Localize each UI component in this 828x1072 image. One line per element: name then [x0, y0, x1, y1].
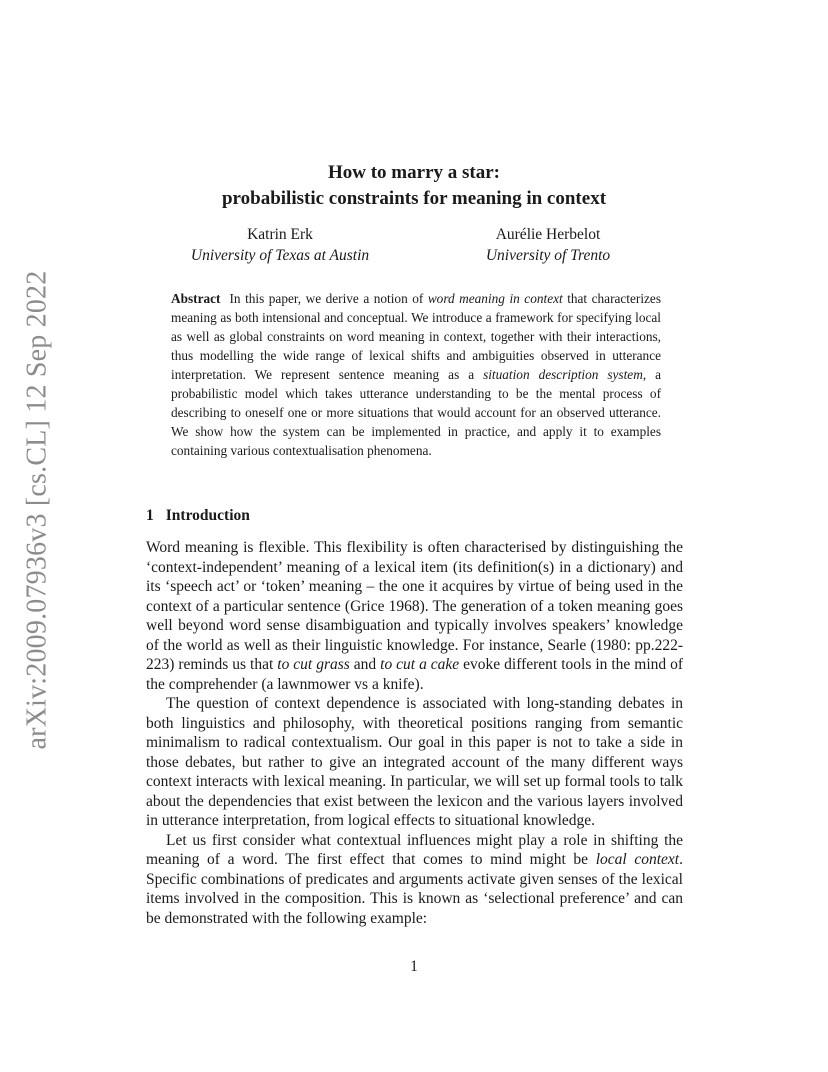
- section-heading: [146, 507, 250, 525]
- body-text: [146, 538, 683, 928]
- arxiv-identifier: arXiv:2009.07936v3 [cs.CL] 12 Sep 2022: [21, 270, 53, 750]
- abstract-text: In this paper, we derive a notion of: [229, 291, 428, 306]
- paragraph-2: The question of context dependence is associated with long-standing debates in both linguistics and philosophy, with theoretical positions ranging from semantic minimalism to radical contextualism. Our goal in this paper is not to take a side in those debates, but rather to give an integrated account of the many different ways context interacts with lexical meaning. In particular, we will set up formal tools to talk about the dependencies that exist between the lexicon and the various layers involved in utterance interpretation, from logical effects to situational knowledge.: [146, 695, 683, 829]
- author-name: Katrin Erk: [247, 226, 313, 243]
- author-block-2: [418, 224, 678, 266]
- abstract-emphasis: word meaning in context: [427, 291, 563, 306]
- abstract-text: , a probabilistic model which takes utterance understanding to be the mental process of describing to oneself one or more situations that would account for an observed utterance. We show how the system can be implemented in practice, and apply it to examples containing various contextualisation phenomena.: [171, 367, 661, 458]
- author-affiliation: University of Trento: [485, 247, 611, 264]
- author-block-1: [150, 224, 410, 266]
- paragraph-emphasis: to cut grass: [277, 656, 350, 673]
- abstract: [171, 289, 661, 460]
- arxiv-watermark: [14, 270, 60, 750]
- abstract-text: that characterizes meaning as both intensional and conceptual. We introduce a framework for specifying local as well as global constraints on word meaning in context, together with their interactions, thus modelling the wide range of lexical shifts and ambiguities observed in utterance interpretation. We represent sentence meaning as a: [171, 291, 662, 382]
- paragraph-emphasis: local context: [595, 851, 680, 868]
- paragraph-emphasis: to cut a cake: [380, 656, 460, 673]
- paragraph-text: Let us first consider what contextual influences might play a role in shifting the meaning of a word. The first effect that comes to mind might be: [146, 831, 683, 868]
- section-title: Introduction: [165, 507, 250, 524]
- paper-title-line-2: probabilistic constraints for meaning in context: [221, 188, 607, 209]
- paragraph-1: [146, 538, 683, 694]
- author-affiliation: University of Texas at Austin: [190, 247, 370, 264]
- paragraph-text: . Specific combinations of predicates and arguments activate given senses of the lexical items involved in the composition. This is known as ‘selectional preference’ and can be demonstrated with the following example:: [146, 851, 683, 927]
- abstract-emphasis: situation description system: [483, 367, 643, 382]
- abstract-label: Abstract: [171, 291, 221, 306]
- paragraph-text: and: [349, 656, 381, 673]
- section-number: 1: [146, 507, 154, 524]
- paragraph-text: evoke different tools in the mind of the comprehender (a lawnmower vs a knife).: [146, 656, 684, 693]
- author-name: Aurélie Herbelot: [495, 226, 601, 243]
- page-number: 1: [410, 958, 418, 975]
- paragraph-text: Word meaning is flexible. This flexibility is often characterised by distinguishing the ‘context-independent’ meaning of a lexical item (its definition(s) in a dictionary) and its ‘speech act’ or ‘token’ meaning – the one it acquires by virtue of being used in the context of a particular sentence (Grice 1968). The generation of a token meaning goes well beyond word sense disambiguation and typically involves speakers’ knowledge of the world as well as their linguistic knowledge. For instance, Searle (1980: pp.222-223) reminds us that: [146, 539, 683, 673]
- paragraph-3: [146, 831, 683, 929]
- paper-title-line-1: How to marry a star:: [327, 162, 500, 183]
